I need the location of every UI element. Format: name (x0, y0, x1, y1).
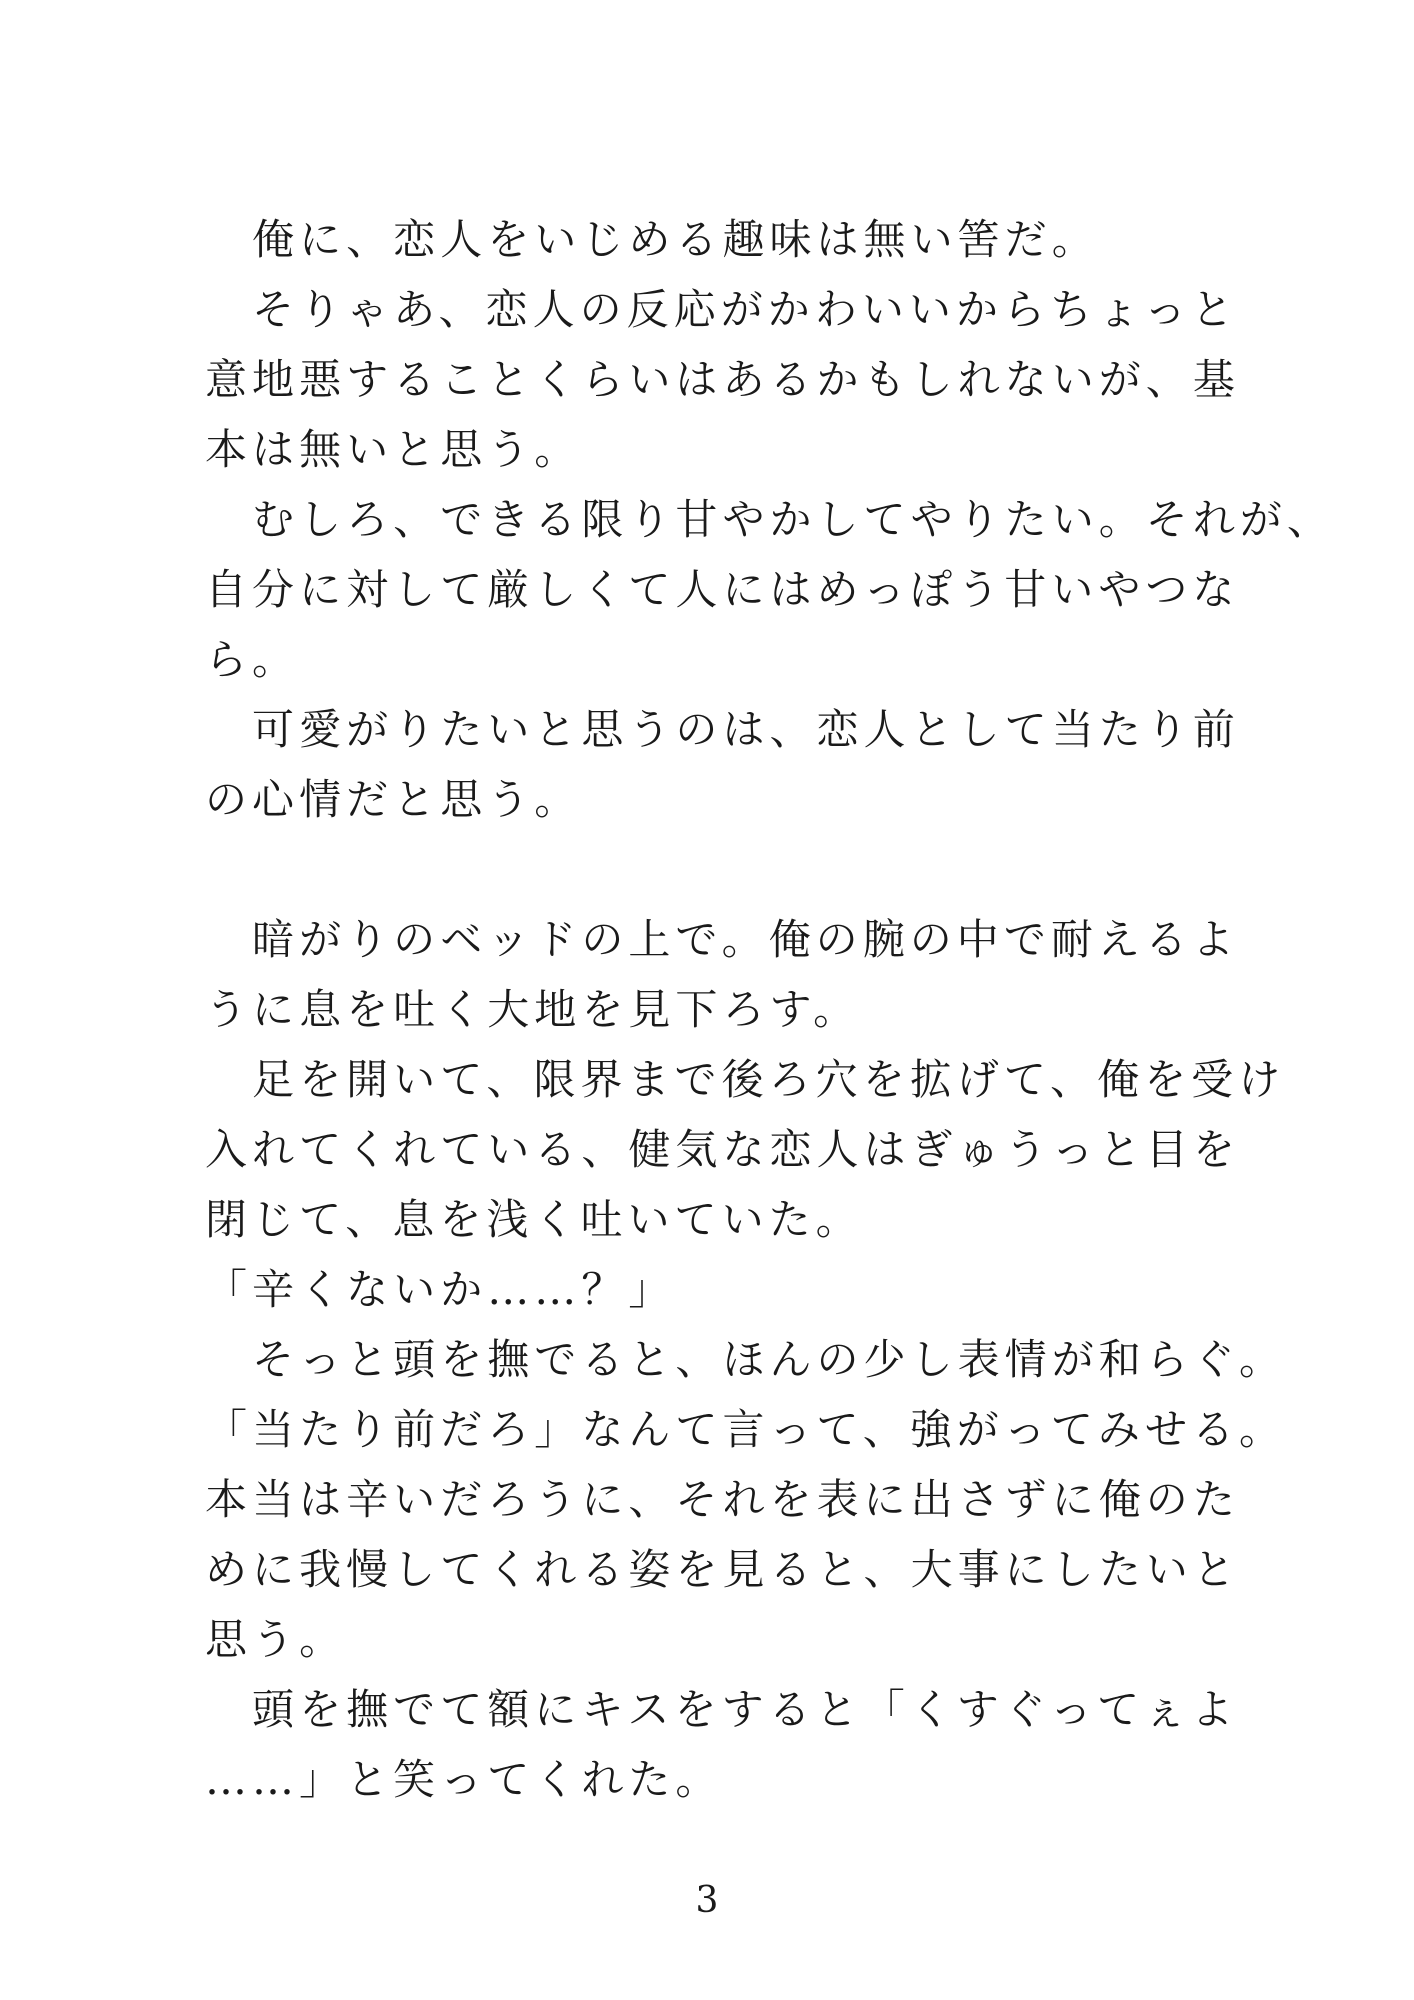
page-number: 3 (695, 1880, 719, 1921)
text-line: 足を開いて、限界まで後ろ穴を拡げて、俺を受け (205, 1055, 1286, 1104)
text-line: ……」と笑ってくれた。 (205, 1755, 723, 1804)
text-line: そりゃあ、恋人の反応がかわいいからちょっと (205, 285, 1239, 334)
text-line: 思う。 (205, 1615, 347, 1664)
text-line: うに息を吐く大地を見下ろす。 (205, 985, 861, 1034)
blank-line (205, 835, 1215, 905)
text-line: そっと頭を撫でると、ほんの少し表情が和らぐ。 (205, 1335, 1287, 1384)
text-line: 本当は辛いだろうに、それを表に出さずに俺のた (205, 1475, 1240, 1524)
text-line: の心情だと思う。 (205, 775, 582, 824)
text-line: 「当たり前だろ」なんて言って、強がってみせる。 (205, 1405, 1287, 1454)
text-line: 頭を撫でて額にキスをすると「くすぐってぇよ (205, 1685, 1239, 1734)
text-line: 入れてくれている、健気な恋人はぎゅうっと目を (205, 1125, 1240, 1174)
text-line: 「辛くないか……？」 (205, 1265, 676, 1314)
body-text (205, 205, 1334, 1815)
text-line: むしろ、できる限り甘やかしてやりたい。それが、 (205, 495, 1334, 544)
text-line: 暗がりのベッドの上で。俺の腕の中で耐えるよ (205, 915, 1240, 964)
text-line: 可愛がりたいと思うのは、恋人として当たり前 (205, 705, 1240, 754)
text-line: ら。 (205, 635, 300, 684)
text-line: 閉じて、息を浅く吐いていた。 (205, 1195, 863, 1244)
text-line: 俺に、恋人をいじめる趣味は無い筈だ。 (205, 215, 1099, 264)
text-line: 自分に対して厳しくて人にはめっぽう甘いやつな (205, 565, 1240, 614)
text-line: めに我慢してくれる姿を見ると、大事にしたいと (205, 1545, 1240, 1594)
text-line: 本は無いと思う。 (205, 425, 582, 474)
text-line: 意地悪することくらいはあるかもしれないが、基 (205, 355, 1240, 404)
